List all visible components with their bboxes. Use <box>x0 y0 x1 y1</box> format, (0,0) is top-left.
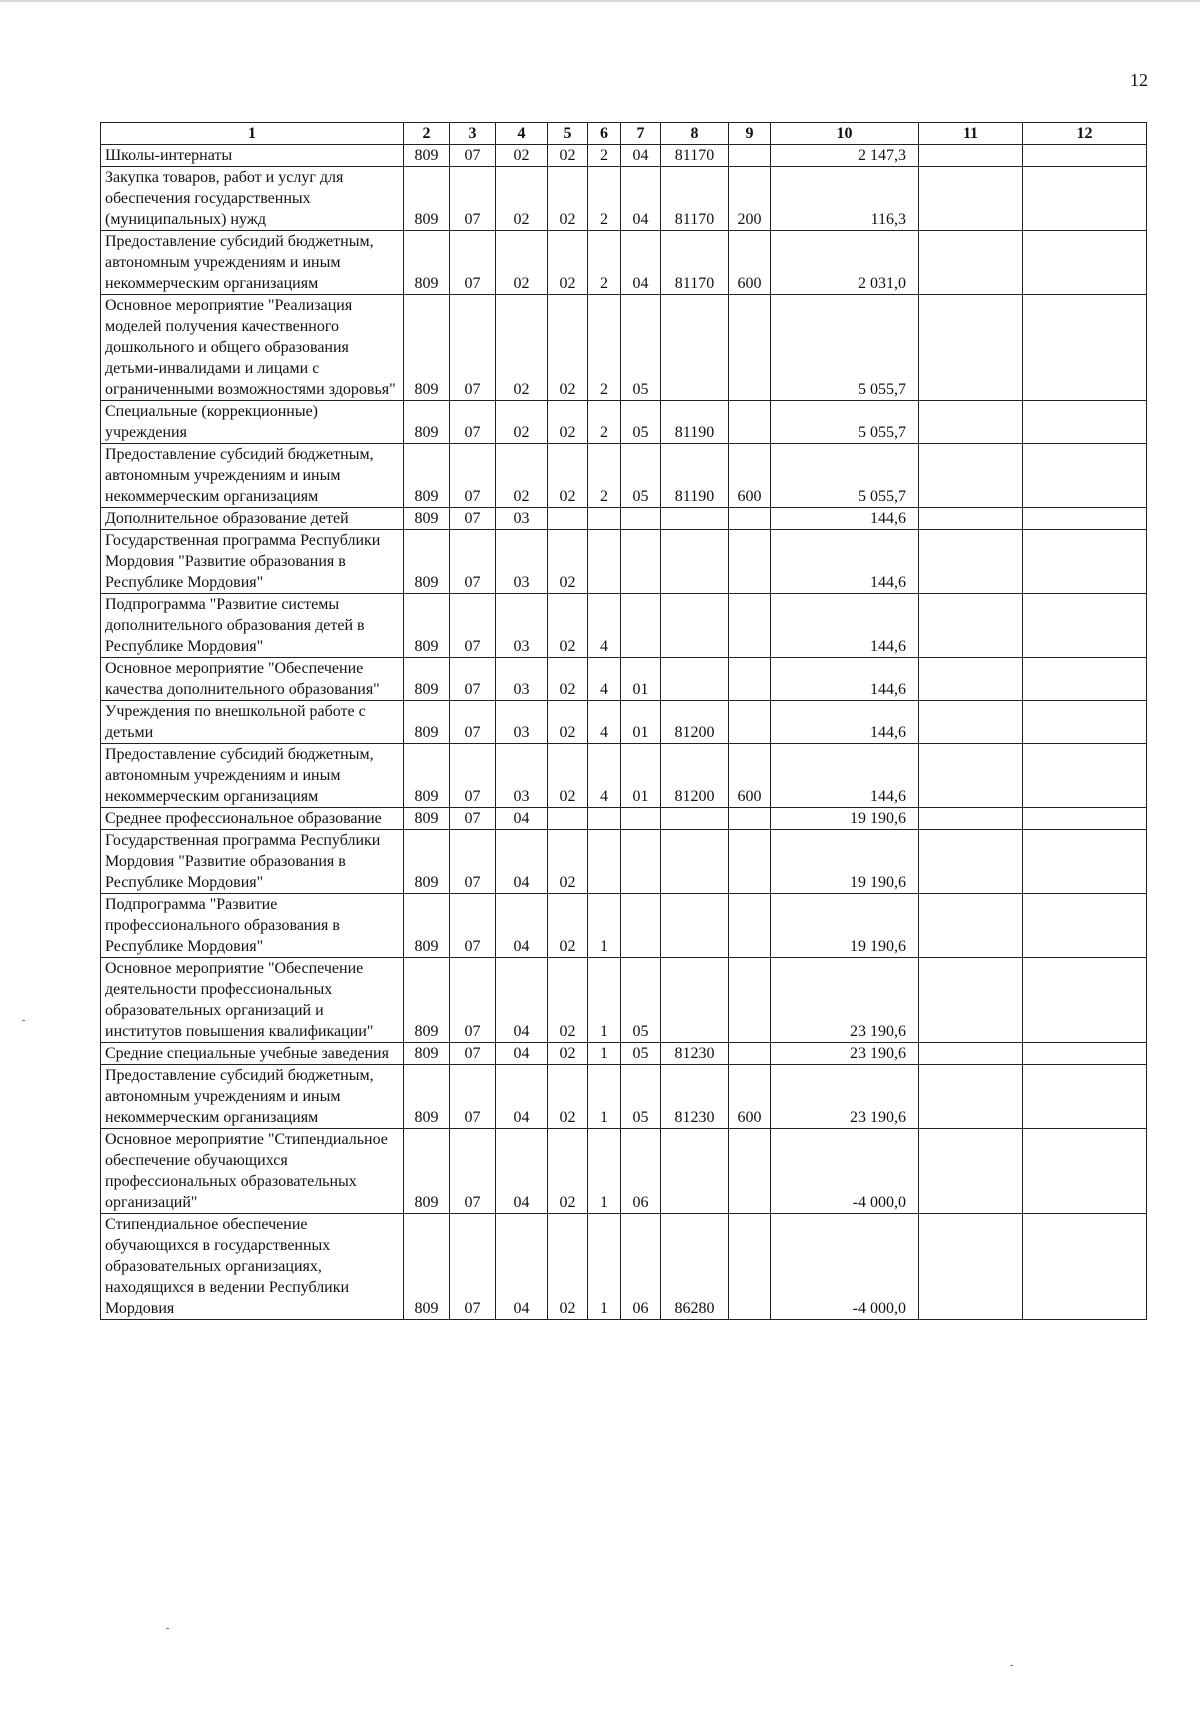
table-row <box>101 1214 1147 1320</box>
expense-type-cell: 600 <box>729 231 771 295</box>
amount-cell: 144,6 <box>771 594 919 658</box>
section-cell: 07 <box>450 508 496 530</box>
section-cell: 07 <box>450 1129 496 1214</box>
program-cell: 02 <box>548 894 588 958</box>
expense-type-cell <box>729 658 771 701</box>
expense-direction-cell: 81170 <box>661 145 729 167</box>
table-body <box>101 145 1147 1320</box>
amount-cell: -4 000,0 <box>771 1214 919 1320</box>
expense-direction-cell: 81170 <box>661 231 729 295</box>
col-12-cell <box>1023 508 1147 530</box>
col-11-cell <box>919 530 1023 594</box>
amount-cell: 19 190,6 <box>771 808 919 830</box>
ministry-code-cell: 809 <box>404 1129 450 1214</box>
amount-cell: 23 190,6 <box>771 1065 919 1129</box>
subsection-cell: 04 <box>496 830 548 894</box>
program-cell: 02 <box>548 1214 588 1320</box>
subsection-cell: 02 <box>496 444 548 508</box>
item-name-cell: Стипендиальное обеспечение обучающихся в государственных образовательных организациях, находящихся в ведении Республики Мордовия <box>101 1214 404 1320</box>
expense-type-cell <box>729 808 771 830</box>
expense-direction-cell: 81230 <box>661 1043 729 1065</box>
subsection-cell: 03 <box>496 701 548 744</box>
expense-direction-cell <box>661 894 729 958</box>
item-name-cell: Школы-интернаты <box>101 145 404 167</box>
subprogram-cell: 2 <box>588 167 621 231</box>
table-row <box>101 830 1147 894</box>
col-11-cell <box>919 894 1023 958</box>
subprogram-cell: 1 <box>588 1214 621 1320</box>
expense-type-cell <box>729 145 771 167</box>
ministry-code-cell: 809 <box>404 167 450 231</box>
col-11-cell <box>919 167 1023 231</box>
section-cell: 07 <box>450 401 496 444</box>
table-row <box>101 401 1147 444</box>
col-12-cell <box>1023 1129 1147 1214</box>
subsection-cell: 04 <box>496 1043 548 1065</box>
expense-direction-cell: 81200 <box>661 744 729 808</box>
ministry-code-cell: 809 <box>404 658 450 701</box>
activity-cell <box>621 594 661 658</box>
column-header-11: 11 <box>919 123 1023 145</box>
subprogram-cell: 4 <box>588 701 621 744</box>
section-cell: 07 <box>450 830 496 894</box>
activity-cell: 04 <box>621 145 661 167</box>
expense-type-cell <box>729 594 771 658</box>
activity-cell: 05 <box>621 1043 661 1065</box>
section-cell: 07 <box>450 530 496 594</box>
subprogram-cell: 2 <box>588 231 621 295</box>
ministry-code-cell: 809 <box>404 701 450 744</box>
activity-cell: 05 <box>621 401 661 444</box>
subprogram-cell <box>588 830 621 894</box>
item-name-cell: Подпрограмма "Развитие профессионального образования в Республике Мордовия" <box>101 894 404 958</box>
ministry-code-cell: 809 <box>404 594 450 658</box>
subsection-cell: 04 <box>496 958 548 1043</box>
table-row <box>101 145 1147 167</box>
subprogram-cell: 1 <box>588 1129 621 1214</box>
program-cell <box>548 508 588 530</box>
expense-direction-cell <box>661 295 729 401</box>
table-row <box>101 594 1147 658</box>
ministry-code-cell: 809 <box>404 530 450 594</box>
subprogram-cell: 1 <box>588 1043 621 1065</box>
section-cell: 07 <box>450 808 496 830</box>
expense-direction-cell <box>661 1129 729 1214</box>
subsection-cell: 02 <box>496 145 548 167</box>
subsection-cell: 03 <box>496 594 548 658</box>
col-11-cell <box>919 1043 1023 1065</box>
table-row <box>101 1065 1147 1129</box>
subsection-cell: 03 <box>496 658 548 701</box>
item-name-cell: Специальные (коррекционные) учреждения <box>101 401 404 444</box>
table-row <box>101 1129 1147 1214</box>
program-cell: 02 <box>548 401 588 444</box>
amount-cell: 144,6 <box>771 744 919 808</box>
item-name-cell: Подпрограмма "Развитие системы дополнительного образования детей в Республике Мордовия" <box>101 594 404 658</box>
col-11-cell <box>919 401 1023 444</box>
subprogram-cell: 1 <box>588 894 621 958</box>
item-name-cell: Основное мероприятие "Обеспечение деятельности профессиональных образовательных организаций и институтов повышения квалификации" <box>101 958 404 1043</box>
section-cell: 07 <box>450 658 496 701</box>
subsection-cell: 03 <box>496 508 548 530</box>
activity-cell: 01 <box>621 701 661 744</box>
col-12-cell <box>1023 701 1147 744</box>
table-row <box>101 167 1147 231</box>
subprogram-cell <box>588 808 621 830</box>
expense-direction-cell: 81170 <box>661 167 729 231</box>
expense-direction-cell <box>661 958 729 1043</box>
table-row <box>101 530 1147 594</box>
expense-type-cell <box>729 894 771 958</box>
section-cell: 07 <box>450 444 496 508</box>
expense-direction-cell <box>661 658 729 701</box>
table-row <box>101 894 1147 958</box>
col-11-cell <box>919 701 1023 744</box>
col-12-cell <box>1023 401 1147 444</box>
table-row <box>101 231 1147 295</box>
col-12-cell <box>1023 658 1147 701</box>
table-row <box>101 744 1147 808</box>
column-header-8: 8 <box>661 123 729 145</box>
ministry-code-cell: 809 <box>404 231 450 295</box>
expense-type-cell: 600 <box>729 444 771 508</box>
program-cell: 02 <box>548 658 588 701</box>
col-12-cell <box>1023 295 1147 401</box>
col-11-cell <box>919 808 1023 830</box>
program-cell: 02 <box>548 145 588 167</box>
column-header-9: 9 <box>729 123 771 145</box>
expense-type-cell <box>729 530 771 594</box>
col-11-cell <box>919 1129 1023 1214</box>
table-row <box>101 508 1147 530</box>
section-cell: 07 <box>450 701 496 744</box>
section-cell: 07 <box>450 958 496 1043</box>
expense-type-cell <box>729 1129 771 1214</box>
item-name-cell: Государственная программа Республики Мордовия "Развитие образования в Республике Мордовия" <box>101 530 404 594</box>
column-header-12: 12 <box>1023 123 1147 145</box>
ministry-code-cell: 809 <box>404 830 450 894</box>
activity-cell: 05 <box>621 444 661 508</box>
expense-type-cell <box>729 701 771 744</box>
ministry-code-cell: 809 <box>404 444 450 508</box>
activity-cell: 05 <box>621 1065 661 1129</box>
col-12-cell <box>1023 444 1147 508</box>
activity-cell <box>621 808 661 830</box>
subprogram-cell <box>588 508 621 530</box>
program-cell: 02 <box>548 231 588 295</box>
program-cell: 02 <box>548 744 588 808</box>
col-11-cell <box>919 508 1023 530</box>
expense-type-cell <box>729 1214 771 1320</box>
expense-direction-cell: 81230 <box>661 1065 729 1129</box>
col-11-cell <box>919 594 1023 658</box>
col-12-cell <box>1023 830 1147 894</box>
subprogram-cell: 1 <box>588 1065 621 1129</box>
col-12-cell <box>1023 231 1147 295</box>
program-cell: 02 <box>548 594 588 658</box>
ministry-code-cell: 809 <box>404 508 450 530</box>
item-name-cell: Средние специальные учебные заведения <box>101 1043 404 1065</box>
activity-cell: 06 <box>621 1129 661 1214</box>
amount-cell: 23 190,6 <box>771 958 919 1043</box>
table-row <box>101 808 1147 830</box>
page-number: 12 <box>1130 70 1148 90</box>
expense-direction-cell <box>661 530 729 594</box>
table-header <box>101 123 1147 145</box>
column-header-4: 4 <box>496 123 548 145</box>
section-cell: 07 <box>450 145 496 167</box>
program-cell: 02 <box>548 295 588 401</box>
subprogram-cell: 2 <box>588 145 621 167</box>
column-header-3: 3 <box>450 123 496 145</box>
table-row <box>101 1043 1147 1065</box>
expense-direction-cell: 81200 <box>661 701 729 744</box>
activity-cell <box>621 830 661 894</box>
ministry-code-cell: 809 <box>404 1065 450 1129</box>
expense-type-cell: 600 <box>729 744 771 808</box>
col-11-cell <box>919 744 1023 808</box>
table-row <box>101 295 1147 401</box>
col-12-cell <box>1023 1214 1147 1320</box>
subsection-cell: 04 <box>496 1129 548 1214</box>
amount-cell: 144,6 <box>771 701 919 744</box>
col-12-cell <box>1023 808 1147 830</box>
program-cell: 02 <box>548 530 588 594</box>
program-cell: 02 <box>548 958 588 1043</box>
table-row <box>101 701 1147 744</box>
column-header-2: 2 <box>404 123 450 145</box>
col-12-cell <box>1023 167 1147 231</box>
ministry-code-cell: 809 <box>404 958 450 1043</box>
col-11-cell <box>919 145 1023 167</box>
col-12-cell <box>1023 530 1147 594</box>
col-11-cell <box>919 295 1023 401</box>
activity-cell: 01 <box>621 744 661 808</box>
amount-cell: 144,6 <box>771 658 919 701</box>
section-cell: 07 <box>450 594 496 658</box>
item-name-cell: Государственная программа Республики Мордовия "Развитие образования в Республике Мордовия" <box>101 830 404 894</box>
column-header-1: 1 <box>101 123 404 145</box>
ministry-code-cell: 809 <box>404 1043 450 1065</box>
column-header-6: 6 <box>588 123 621 145</box>
subprogram-cell: 1 <box>588 958 621 1043</box>
table-row <box>101 658 1147 701</box>
subsection-cell: 04 <box>496 894 548 958</box>
subsection-cell: 02 <box>496 295 548 401</box>
section-cell: 07 <box>450 744 496 808</box>
item-name-cell: Основное мероприятие "Обеспечение качества дополнительного образования" <box>101 658 404 701</box>
col-11-cell <box>919 231 1023 295</box>
subprogram-cell: 2 <box>588 401 621 444</box>
activity-cell: 01 <box>621 658 661 701</box>
item-name-cell: Основное мероприятие "Реализация моделей получения качественного дошкольного и общего образования детьми-инвалидами и лицами с ограниченными возможностями здоровья" <box>101 295 404 401</box>
item-name-cell: Закупка товаров, работ и услуг для обеспечения государственных (муниципальных) нужд <box>101 167 404 231</box>
subprogram-cell: 4 <box>588 658 621 701</box>
item-name-cell: Предоставление субсидий бюджетным, автономным учреждениям и иным некоммерческим организациям <box>101 444 404 508</box>
amount-cell: 2 147,3 <box>771 145 919 167</box>
budget-table <box>100 122 1147 1320</box>
subsection-cell: 03 <box>496 530 548 594</box>
section-cell: 07 <box>450 231 496 295</box>
table-row <box>101 444 1147 508</box>
ministry-code-cell: 809 <box>404 808 450 830</box>
expense-direction-cell <box>661 508 729 530</box>
subsection-cell: 04 <box>496 808 548 830</box>
subsection-cell: 04 <box>496 1214 548 1320</box>
expense-type-cell <box>729 401 771 444</box>
amount-cell: 5 055,7 <box>771 401 919 444</box>
subsection-cell: 02 <box>496 167 548 231</box>
amount-cell: -4 000,0 <box>771 1129 919 1214</box>
ministry-code-cell: 809 <box>404 894 450 958</box>
item-name-cell: Основное мероприятие "Стипендиальное обеспечение обучающихся профессиональных образовательных организаций" <box>101 1129 404 1214</box>
amount-cell: 5 055,7 <box>771 295 919 401</box>
section-cell: 07 <box>450 1214 496 1320</box>
program-cell: 02 <box>548 1043 588 1065</box>
amount-cell: 116,3 <box>771 167 919 231</box>
item-name-cell: Дополнительное образование детей <box>101 508 404 530</box>
col-11-cell <box>919 444 1023 508</box>
activity-cell: 04 <box>621 167 661 231</box>
column-header-10: 10 <box>771 123 919 145</box>
scan-speck <box>22 1020 25 1021</box>
activity-cell <box>621 894 661 958</box>
subsection-cell: 02 <box>496 231 548 295</box>
ministry-code-cell: 809 <box>404 295 450 401</box>
activity-cell <box>621 530 661 594</box>
section-cell: 07 <box>450 167 496 231</box>
col-12-cell <box>1023 958 1147 1043</box>
section-cell: 07 <box>450 1065 496 1129</box>
item-name-cell: Предоставление субсидий бюджетным, автономным учреждениям и иным некоммерческим организациям <box>101 1065 404 1129</box>
program-cell: 02 <box>548 830 588 894</box>
amount-cell: 19 190,6 <box>771 830 919 894</box>
program-cell: 02 <box>548 444 588 508</box>
amount-cell: 5 055,7 <box>771 444 919 508</box>
amount-cell: 23 190,6 <box>771 1043 919 1065</box>
program-cell <box>548 808 588 830</box>
subprogram-cell: 2 <box>588 444 621 508</box>
expense-type-cell <box>729 830 771 894</box>
col-11-cell <box>919 1065 1023 1129</box>
expense-direction-cell <box>661 808 729 830</box>
expense-type-cell: 600 <box>729 1065 771 1129</box>
item-name-cell: Учреждения по внешкольной работе с детьми <box>101 701 404 744</box>
table-row <box>101 958 1147 1043</box>
activity-cell <box>621 508 661 530</box>
col-11-cell <box>919 830 1023 894</box>
subsection-cell: 02 <box>496 401 548 444</box>
subsection-cell: 04 <box>496 1065 548 1129</box>
scan-speck <box>166 1628 169 1629</box>
column-header-5: 5 <box>548 123 588 145</box>
amount-cell: 19 190,6 <box>771 894 919 958</box>
expense-type-cell <box>729 1043 771 1065</box>
expense-type-cell: 200 <box>729 167 771 231</box>
subprogram-cell: 4 <box>588 744 621 808</box>
amount-cell: 144,6 <box>771 508 919 530</box>
expense-type-cell <box>729 958 771 1043</box>
subprogram-cell: 4 <box>588 594 621 658</box>
column-header-7: 7 <box>621 123 661 145</box>
scan-speck <box>1010 1665 1013 1666</box>
section-cell: 07 <box>450 1043 496 1065</box>
subsection-cell: 03 <box>496 744 548 808</box>
ministry-code-cell: 809 <box>404 1214 450 1320</box>
expense-direction-cell: 81190 <box>661 401 729 444</box>
program-cell: 02 <box>548 1065 588 1129</box>
ministry-code-cell: 809 <box>404 744 450 808</box>
col-12-cell <box>1023 1043 1147 1065</box>
subprogram-cell: 2 <box>588 295 621 401</box>
col-11-cell <box>919 1214 1023 1320</box>
program-cell: 02 <box>548 167 588 231</box>
subprogram-cell <box>588 530 621 594</box>
section-cell: 07 <box>450 295 496 401</box>
program-cell: 02 <box>548 1129 588 1214</box>
item-name-cell: Предоставление субсидий бюджетным, автономным учреждениям и иным некоммерческим организациям <box>101 231 404 295</box>
activity-cell: 05 <box>621 295 661 401</box>
col-12-cell <box>1023 145 1147 167</box>
item-name-cell: Предоставление субсидий бюджетным, автономным учреждениям и иным некоммерческим организациям <box>101 744 404 808</box>
expense-direction-cell <box>661 830 729 894</box>
col-12-cell <box>1023 1065 1147 1129</box>
expense-direction-cell <box>661 594 729 658</box>
amount-cell: 2 031,0 <box>771 231 919 295</box>
ministry-code-cell: 809 <box>404 145 450 167</box>
expense-type-cell <box>729 295 771 401</box>
col-12-cell <box>1023 594 1147 658</box>
activity-cell: 06 <box>621 1214 661 1320</box>
section-cell: 07 <box>450 894 496 958</box>
page-top-edge <box>0 0 1200 2</box>
col-11-cell <box>919 658 1023 701</box>
item-name-cell: Среднее профессиональное образование <box>101 808 404 830</box>
activity-cell: 04 <box>621 231 661 295</box>
expense-type-cell <box>729 508 771 530</box>
activity-cell: 05 <box>621 958 661 1043</box>
expense-direction-cell: 86280 <box>661 1214 729 1320</box>
col-11-cell <box>919 958 1023 1043</box>
col-12-cell <box>1023 744 1147 808</box>
expense-direction-cell: 81190 <box>661 444 729 508</box>
ministry-code-cell: 809 <box>404 401 450 444</box>
col-12-cell <box>1023 894 1147 958</box>
amount-cell: 144,6 <box>771 530 919 594</box>
header-row <box>101 123 1147 145</box>
program-cell: 02 <box>548 701 588 744</box>
